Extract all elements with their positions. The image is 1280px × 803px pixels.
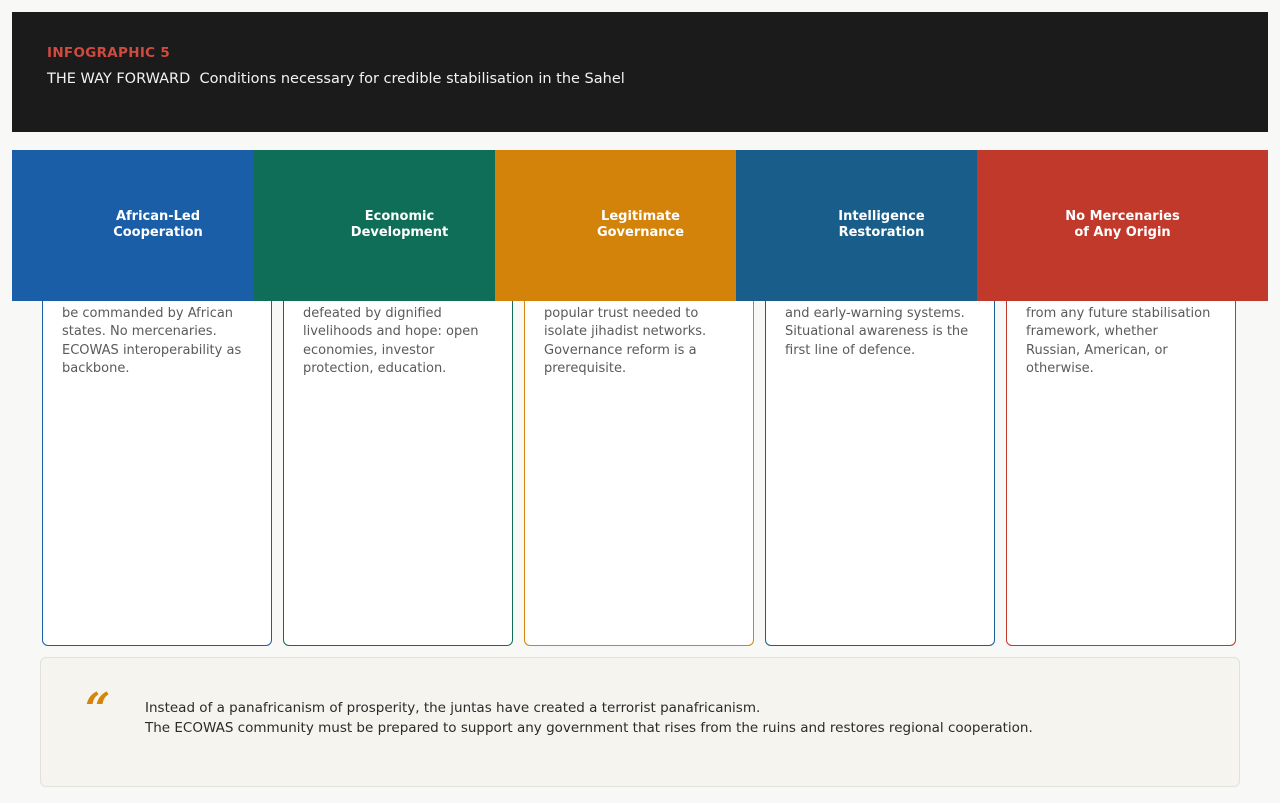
pillar-header-governance (495, 150, 736, 301)
header-banner (12, 12, 1268, 132)
quote-line: Instead of a panafricanism of prosperity, the juntas have created a terrorist panafricanism. (145, 700, 761, 716)
pillar-description: and early-warning systems. Situational awareness is the first line of defence. (785, 305, 969, 358)
pillar-title: Economic Development (350, 208, 449, 240)
pillar-header-intelligence (736, 150, 977, 301)
quote-mark-icon: “ (85, 684, 111, 735)
pillar-description: popular trust needed to isolate jihadist networks. Governance reform is a prerequisite. (544, 305, 707, 376)
page-title: THE WAY FORWARD Conditions necessary for credible stabilisation in the Sahel (47, 71, 625, 87)
pillar-header-african-led (12, 150, 254, 301)
pillar-header-band (12, 150, 1268, 301)
pillar-card-governance (524, 262, 754, 646)
pillar-header-economic (254, 150, 495, 301)
pillar-header-mercenaries (977, 150, 1268, 301)
pillar-description: be commanded by African states. No mercenaries. ECOWAS interoperability as backbone. (62, 305, 242, 376)
quote-callout (40, 657, 1240, 787)
pillar-card-intelligence (765, 262, 995, 646)
quote-text (145, 699, 1033, 738)
pillar-description: from any future stabilisation framework, whether Russian, American, or otherwise. (1026, 305, 1211, 376)
pillar-title: Intelligence Restoration (838, 208, 925, 240)
pillar-title: African-Led Cooperation (113, 208, 203, 240)
pillar-card-african-led (42, 262, 272, 646)
pillar-card-mercenaries (1006, 262, 1236, 646)
quote-line: The ECOWAS community must be prepared to support any government that rises from the ruins and restores regional cooperation. (145, 719, 1033, 736)
pillar-description: defeated by dignified livelihoods and hope: open economies, investor protection, education. (303, 305, 479, 376)
pillar-title: No Mercenaries of Any Origin (1065, 208, 1180, 240)
pillar-title: Legitimate Governance (596, 208, 685, 240)
infographic-number: INFOGRAPHIC 5 (47, 45, 171, 61)
pillar-card-economic (283, 262, 513, 646)
